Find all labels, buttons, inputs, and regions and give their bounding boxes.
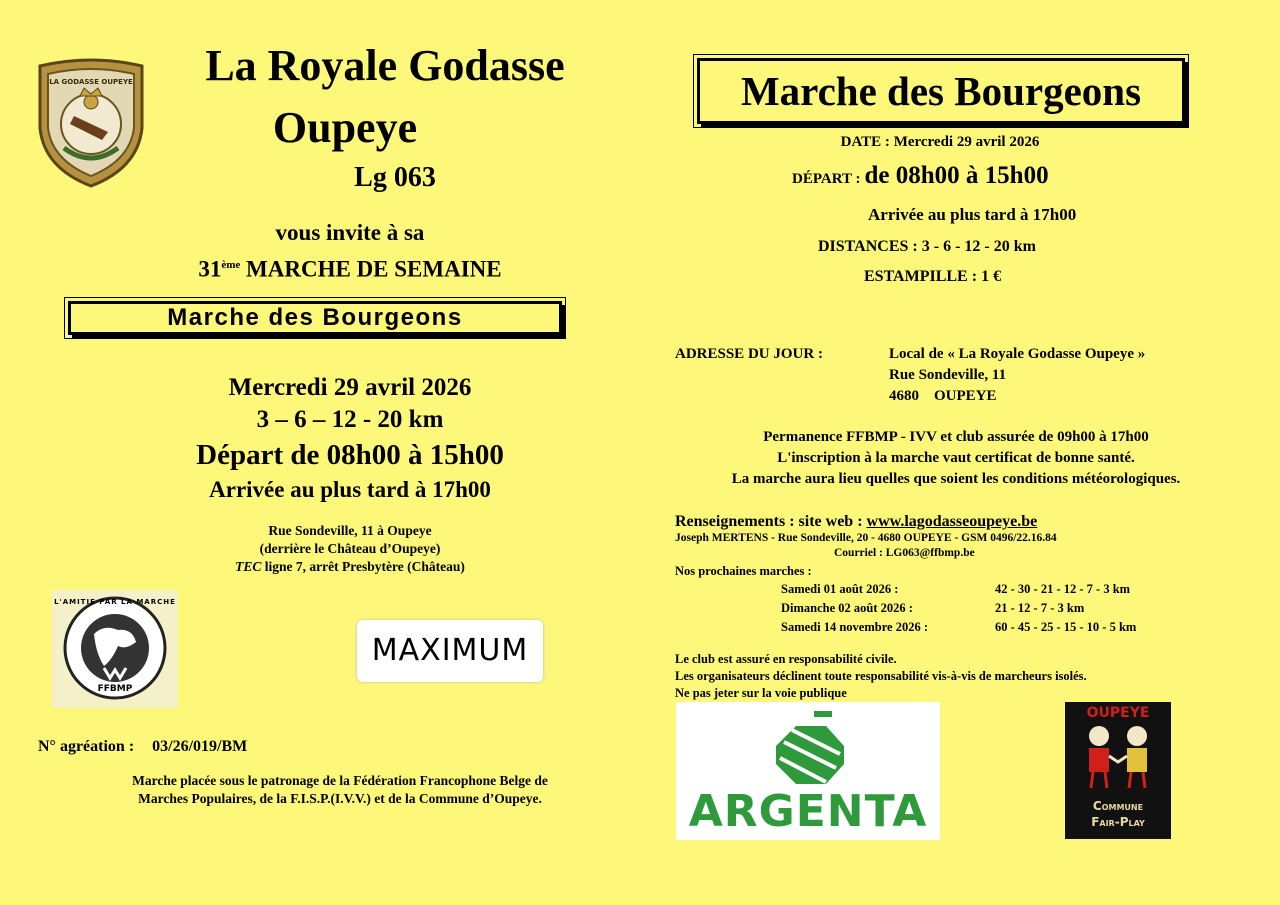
fairplay-line2: Fair-Play [1091, 815, 1145, 829]
ffbmp-label: FFBMP [97, 684, 133, 694]
list-item [781, 599, 1136, 618]
edition-line [140, 250, 560, 285]
next-walk-date: Samedi 14 novembre 2026 : [781, 620, 928, 634]
right-date-label: DATE : [840, 134, 890, 150]
agreement-label: N° agréation : [38, 738, 135, 755]
info-line [675, 512, 1037, 532]
maximum-logo [357, 620, 543, 682]
health-certificate: L'inscription à la marche vaut certificat de bonne santé. [777, 450, 1135, 466]
club-logo [34, 58, 148, 188]
list-item [781, 580, 1136, 599]
right-title-box [697, 58, 1185, 124]
litter-note: Ne pas jeter sur la voie publique [675, 686, 847, 700]
event-arrival: Arrivée au plus tard à 17h00 [209, 477, 491, 502]
fairplay-logo [1065, 702, 1171, 839]
next-walks-label: Nos prochaines marches : [675, 564, 812, 578]
permanence: Permanence FFBMP - IVV et club assurée de 09h00 à 17h00 [763, 429, 1149, 445]
argenta-logo [676, 702, 940, 840]
right-address-line3: 4680 OUPEYE [889, 388, 997, 404]
club-logo-text: LA GODASSE OUPEYE [49, 78, 133, 86]
left-address-line3-rest: ligne 7, arrêt Presbytère (Château) [261, 559, 465, 574]
agreement-number: 03/26/019/BM [152, 738, 248, 755]
legal-notes [675, 651, 1087, 702]
edition-number: 31 [198, 256, 222, 282]
weather-notice: La marche aura lieu quelles que soient les conditions météorologiques. [731, 471, 1181, 487]
email-line: Courriel : LG063@ffbmp.be [834, 547, 975, 559]
left-banner [68, 301, 562, 335]
right-address-label: ADRESSE DU JOUR : [675, 346, 823, 362]
right-distances-label: DISTANCES : [818, 238, 918, 255]
next-walk-distances: 42 - 30 - 21 - 12 - 7 - 3 km [995, 582, 1131, 596]
ffbmp-ring-text: L'AMITIE PAR LA MARCHE [54, 598, 176, 606]
event-distances: 3 – 6 – 12 - 20 km [256, 406, 444, 433]
right-stamp-label: ESTAMPILLE : [864, 268, 978, 285]
left-address-line1: Rue Sondeville, 11 à Oupeye [268, 523, 432, 538]
right-arrival: Arrivée au plus tard à 17h00 [868, 205, 1077, 224]
patronage-line1: Marche placée sous le patronage de la Fédération Francophone Belge de [132, 773, 548, 788]
insurance-note: Le club est assuré en responsabilité civile. [675, 652, 897, 666]
right-notices [676, 427, 1236, 490]
left-banner-title: Marche des Bourgeons [167, 304, 463, 331]
fairplay-line1: Commune [1092, 799, 1144, 813]
left-address-line3 [180, 558, 520, 576]
agreement [38, 737, 247, 757]
right-address-line1: Local de « La Royale Godasse Oupeye » [889, 346, 1146, 362]
club-code: Lg 063 [354, 162, 436, 193]
right-distances-value: 3 - 6 - 12 - 20 km [921, 238, 1036, 255]
right-date [760, 132, 1120, 152]
list-item [781, 618, 1136, 637]
right-departure-value: de 08h00 à 15h00 [864, 162, 1049, 189]
right-address [889, 344, 1145, 407]
left-address [180, 522, 520, 576]
invite-line: vous invite à sa [275, 220, 425, 245]
right-title: Marche des Bourgeons [740, 68, 1142, 114]
right-distances [818, 237, 1036, 257]
event-date: Mercredi 29 avril 2026 [228, 374, 472, 401]
website-link[interactable]: www.lagodasseoupeye.be [866, 513, 1038, 530]
right-stamp [864, 267, 1001, 287]
handshake-icon [1073, 722, 1163, 792]
contact-line: Joseph MERTENS - Rue Sondeville, 20 - 4680 OUPEYE - GSM 0496/22.16.84 [675, 532, 1057, 544]
event-type: MARCHE DE SEMAINE [246, 256, 502, 282]
next-walk-distances: 60 - 45 - 25 - 15 - 10 - 5 km [995, 620, 1137, 634]
next-walks-list [781, 580, 1136, 637]
right-departure-label: DÉPART : [792, 171, 861, 187]
left-address-line2: (derrière le Château d’Oupeye) [259, 541, 441, 556]
right-address-line2: Rue Sondeville, 11 [889, 367, 1007, 383]
patronage [90, 772, 590, 808]
patronage-line2: Marches Populaires, de la F.I.S.P.(I.V.V.) et de la Commune d’Oupeye. [138, 791, 542, 806]
right-date-value: Mercredi 29 avril 2026 [893, 134, 1040, 150]
ffbmp-logo [52, 590, 178, 708]
info-label: Renseignements : site web : [675, 513, 863, 530]
edition-suffix: ème [221, 259, 241, 271]
left-address-tec: TEC [235, 559, 262, 574]
next-walk-date: Dimanche 02 août 2026 : [781, 601, 913, 615]
right-stamp-value: 1 € [981, 268, 1002, 285]
event-departure: Départ de 08h00 à 15h00 [196, 439, 504, 471]
argenta-logo-text: ARGENTA [688, 786, 928, 837]
disclaimer-note: Les organisateurs déclinent toute responsabilité vis-à-vis de marcheurs isolés. [675, 669, 1087, 683]
next-walk-distances: 21 - 12 - 7 - 3 km [995, 601, 1085, 615]
club-name-line2: Oupeye [272, 103, 418, 152]
next-walk-date: Samedi 01 août 2026 : [781, 582, 899, 596]
maximum-logo-text: MAXIMUM [371, 633, 529, 668]
fairplay-top-text: OUPEYE [1086, 705, 1150, 721]
club-name-line1: La Royale Godasse [205, 41, 565, 90]
right-departure [792, 162, 1049, 190]
